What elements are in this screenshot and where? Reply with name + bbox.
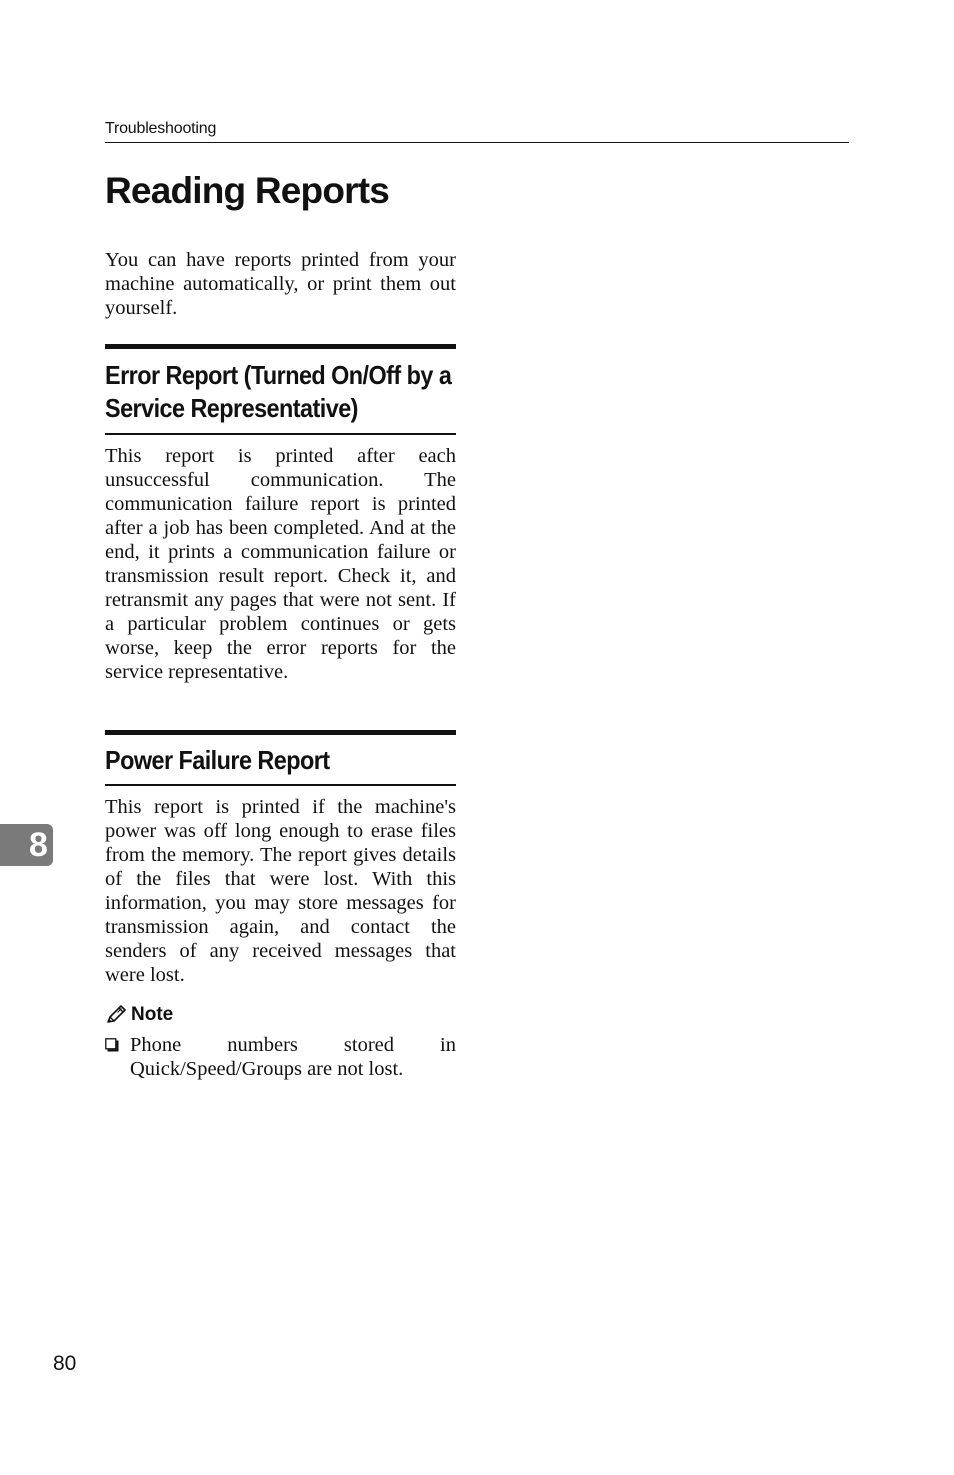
section-error-report <box>105 344 456 684</box>
section-rule-bottom <box>105 784 456 786</box>
section-body: This report is printed after each unsuccessful communication. The communication failure report is printed after a job has been completed. And at the end, it prints a communication failure or transmission result report. Check it, and retransmit any pages that were not sent. If a particular problem continues or gets worse, keep the error reports for the service representative. <box>105 445 456 683</box>
page-title: Reading Reports <box>105 170 390 211</box>
section-rule-top <box>105 344 456 349</box>
section-heading: Power Failure Report <box>105 745 330 775</box>
pencil-icon <box>105 1005 127 1025</box>
chapter-tab: 8 <box>0 824 53 866</box>
section-rule-bottom <box>105 433 456 435</box>
note-label: Note <box>131 1004 174 1025</box>
section-rule-top <box>105 730 456 735</box>
note-block <box>105 1002 456 1081</box>
checkbox-bullet-icon <box>105 1038 119 1052</box>
section-heading: Error Report (Turned On/Off by a Service Representative) <box>105 360 452 423</box>
page-number: 80 <box>53 1352 77 1375</box>
note-heading <box>105 1002 456 1028</box>
running-header: Troubleshooting <box>105 120 217 137</box>
note-item-text: Phone numbers stored in Quick/Speed/Groups are not lost. <box>130 1034 456 1080</box>
intro-text: You can have reports printed from your machine automatically, or print them out yourself. <box>105 249 456 319</box>
section-body: This report is printed if the machine's power was off long enough to erase files from the memory. The report gives details of the files that were lost. With this information, you may store messages for transmission again, and contact the senders of any received messages that were lost. <box>105 796 456 986</box>
section-power-failure-report <box>105 730 456 987</box>
header-rule <box>105 142 849 143</box>
intro-paragraph <box>105 248 456 320</box>
note-item <box>105 1033 456 1081</box>
